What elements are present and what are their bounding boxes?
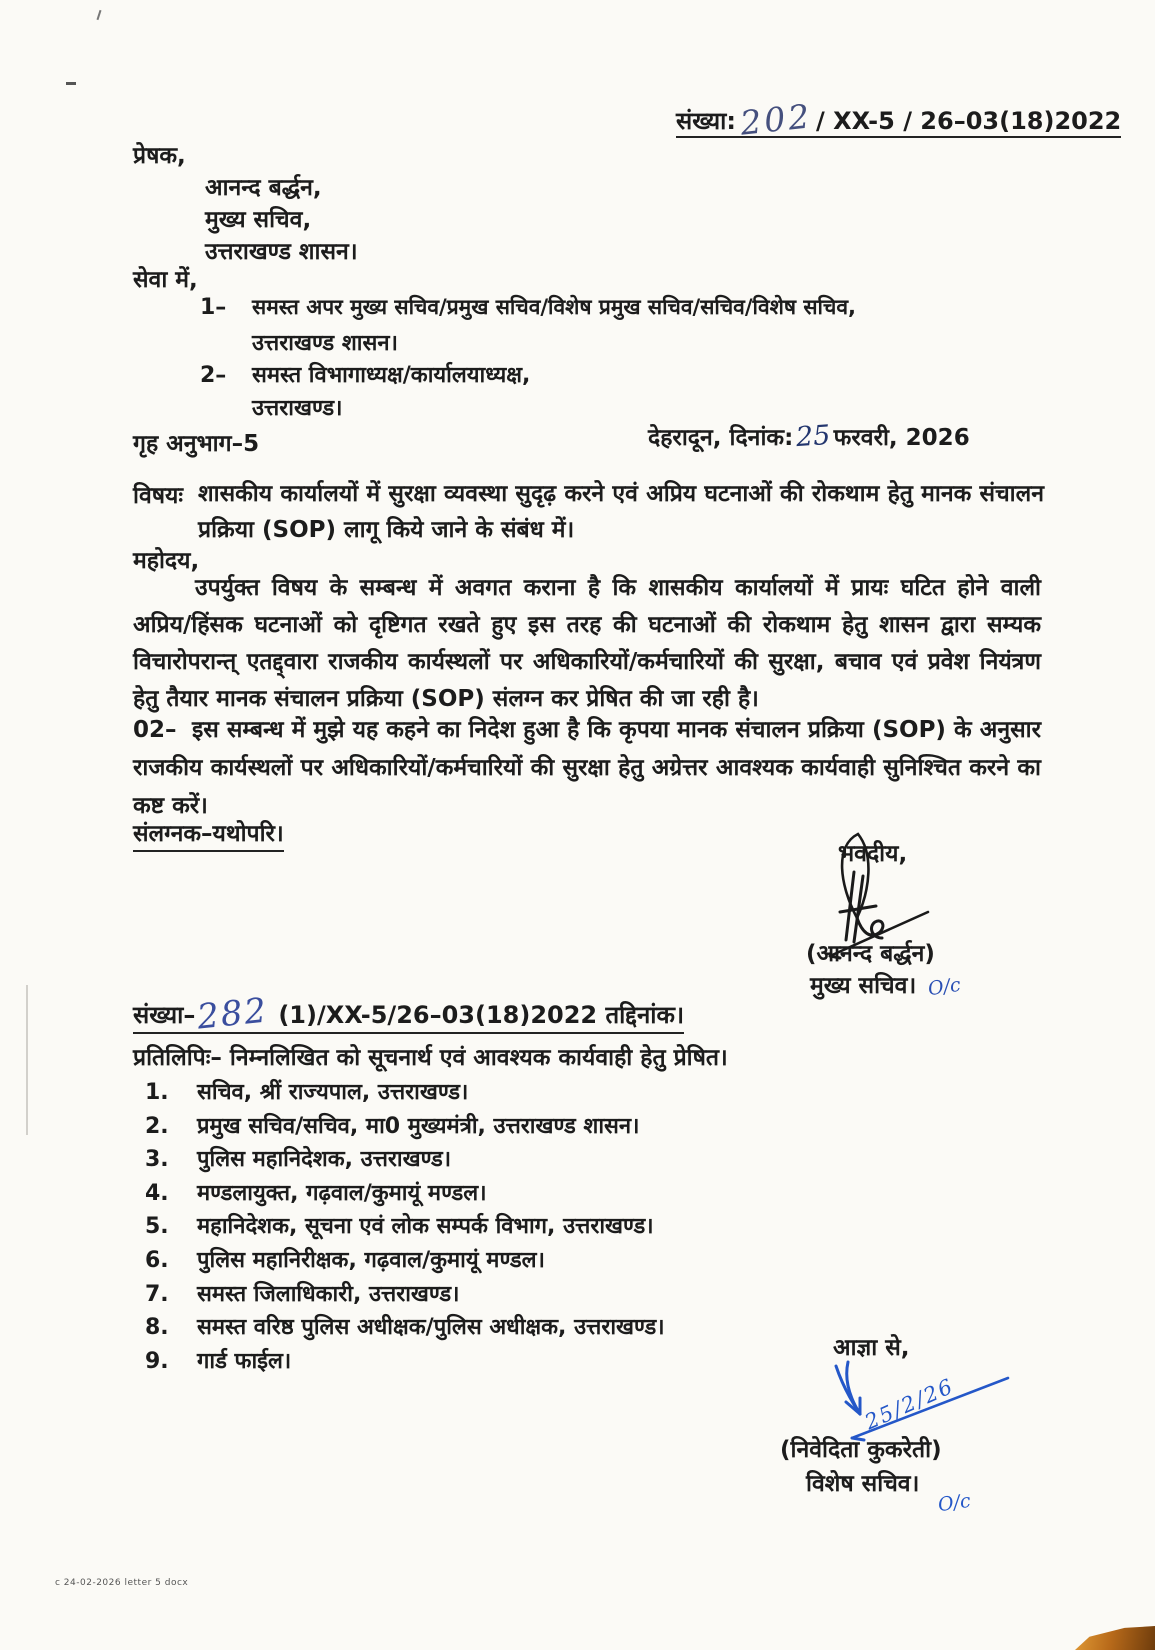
copy-item-number: 4.: [145, 1180, 169, 1206]
signatory-name: (आनन्द बर्द्धन): [806, 941, 935, 967]
copy-list-item: [145, 1210, 665, 1244]
ref-number-handwritten: 202: [738, 96, 815, 143]
recipient-2-line2: उत्तराखण्ड।: [252, 396, 343, 421]
sender-block: [205, 172, 358, 268]
copy-item-text: समस्त वरिष्ठ पुलिस अधीक्षक/पुलिस अधीक्षक, उत्तराखण्ड।: [197, 1315, 665, 1341]
copy-list-item: [145, 1278, 665, 1312]
ref-number-line: [676, 96, 1122, 143]
copy-list-item: [145, 1311, 665, 1345]
recipient-2-number: 2–: [200, 363, 227, 388]
paragraph-2-text: इस सम्बन्ध में मुझे यह कहने का निदेश हुआ है कि कृपया मानक संचालन प्रक्रिया (SOP) के अनुसार राजकीय कार्यस्थलों पर अधिकारियों/कर्मचारियों की सुरक्षा हेतु अग्रेत्तर आवश्यक कार्यवाही सुनिश्चित करने का कष्ट करें।: [133, 717, 1041, 819]
copy-item-number: 9.: [145, 1348, 169, 1374]
copy-list-item: [145, 1345, 665, 1379]
copy-list-item: [145, 1177, 665, 1211]
copy-item-text: महानिदेशक, सूचना एवं लोक सम्पर्क विभाग, उत्तराखण्ड।: [197, 1214, 654, 1240]
copy-list-item: [145, 1110, 665, 1144]
sender-org: उत्तराखण्ड शासन।: [205, 239, 358, 265]
ref-number-rest: / XX-5 / 26–03(18)2022: [816, 107, 1122, 135]
recipient-item-2: [200, 359, 530, 389]
recipient-1-line2: उत्तराखण्ड शासन।: [252, 331, 398, 356]
order-signatory-name: (निवेदिता कुकरेेती): [780, 1437, 942, 1463]
place-date-line: [648, 420, 970, 452]
oc-initials-handwritten: O/c: [926, 973, 962, 1001]
copy-item-number: 1.: [145, 1080, 169, 1105]
copy-ref-handwritten: 282: [195, 990, 271, 1038]
copy-item-text: गार्ड फाईल।: [197, 1348, 292, 1374]
scan-artifact-corner: [1075, 1626, 1155, 1650]
copy-item-number: 2.: [145, 1113, 169, 1139]
enclosure-text: संलग्नक–यथोपरि।: [133, 821, 284, 852]
footer-filename: c 24-02-2026 letter 5 docx: [55, 1578, 189, 1588]
copy-item-number: 8.: [145, 1315, 169, 1341]
order-signatory-title: विशेष सचिव।: [806, 1471, 920, 1497]
body-paragraph-1: उपर्युक्त विषय के सम्बन्ध में अवगत कराना है कि शासकीय कार्यालयों में प्रायः घटित होने वाली अप्रिय/हिंसक घटनाओं को दृष्टिगत रखते हुए इस तरह की घटनाओं की रोकथाम हेतु शासन द्वारा सम्यक विचारोपरान्त् एतद्द्वारा राजकीय कार्यस्थलों पर अधिकारियों/कर्मचारियों की सुरक्षा, बचाव एवं प्रवेश नियंत्रण हेतु तैयार मानक संचालन प्रक्रिया (SOP) संलग्न कर प्रेषित की जा रही है।: [133, 575, 1041, 712]
recipient-2-line1: समस्त विभागाध्यक्ष/कार्यालयाध्यक्ष,: [252, 363, 531, 388]
signatory-title: मुख्य सचिव।: [810, 973, 917, 999]
recipients-label: सेवा में,: [133, 267, 198, 293]
by-order-text: आज्ञा से,: [833, 1335, 910, 1361]
copy-to-line: प्रतिलिपिः– निम्नलिखित को सूचनार्थ एवं आवश्यक कार्यवाही हेतु प्रेषित।: [133, 1045, 728, 1071]
copy-item-text: प्रमुख सचिव/सचिव, मा0 मुख्यमंत्री, उत्तराखण्ड शासन।: [197, 1113, 640, 1139]
copy-item-text: सचिव, श्रीं राज्यपाल, उत्तराखण्ड।: [197, 1080, 469, 1105]
copy-item-text: मण्डलायुक्त, गढ़वाल/कुमायूं मण्डल।: [197, 1180, 487, 1206]
scan-artifact-line: [26, 985, 28, 1135]
body-paragraph-2: [133, 712, 1041, 826]
copy-item-number: 5.: [145, 1214, 169, 1240]
order-date-handwritten: 25/2/26: [861, 1373, 958, 1435]
recipient-item-1: [200, 293, 856, 321]
ref-number-label: संख्या:: [676, 107, 736, 135]
copy-ref-rest: (1)/XX-5/26–03(18)2022 तद्दिनांक।: [278, 1001, 685, 1029]
closing-word: भवदीय,: [838, 841, 908, 867]
section-name: गृह अनुभाग–5: [133, 431, 260, 457]
copy-item-number: 3.: [145, 1147, 169, 1173]
copy-list: [145, 1076, 665, 1378]
copy-item-number: 7.: [145, 1281, 169, 1307]
copy-ref-label: संख्या–: [133, 1001, 196, 1029]
copy-item-text: पुलिस महानिदेशक, उत्तराखण्ड।: [197, 1147, 452, 1173]
subject-text: शासकीय कार्यालयों में सुरक्षा व्यवस्था सुदृढ़ करने एवं अप्रिय घटनाओं की रोकथाम हेतु मानक संचालन प्रक्रिया (SOP) लागू किये जाने के संबंध में।: [198, 481, 1044, 543]
sender-title: मुख्य सचिव,: [205, 207, 312, 233]
recipient-1-number: 1–: [200, 295, 227, 320]
copy-list-item: [145, 1143, 665, 1177]
copy-ref-line: [133, 990, 685, 1038]
sender-label: प्रेषक,: [133, 143, 186, 169]
sender-name: आनन्द बर्द्धन,: [205, 175, 322, 201]
copy-list-item: [145, 1076, 665, 1110]
copy-item-number: 6.: [145, 1247, 169, 1273]
scan-artifact-dash: [66, 82, 76, 85]
recipient-1-line1: समस्त अपर मुख्य सचिव/प्रमुख सचिव/विशेष प्रमुख सचिव/सचिव/विशेष सचिव,: [252, 295, 856, 319]
paragraph-2-number: 02–: [133, 717, 177, 743]
order-oc-initials-handwritten: O/c: [936, 1489, 972, 1517]
date-day-handwritten: 25: [795, 419, 832, 454]
copy-item-text: समस्त जिलाधिकारी, उत्तराखण्ड।: [197, 1281, 460, 1307]
salutation: महोदय,: [133, 548, 200, 574]
enclosure-line: [133, 816, 284, 848]
copy-item-text: पुलिस महानिरीक्षक, गढ़वाल/कुमायूं मण्डल।: [197, 1247, 545, 1273]
place-date-prefix: देहरादून, दिनांक:: [648, 425, 794, 451]
subject-label: विषयः: [133, 483, 184, 509]
scan-artifact-mark: [97, 10, 102, 20]
place-date-suffix: फरवरी, 2026: [833, 425, 970, 451]
copy-list-item: [145, 1244, 665, 1278]
